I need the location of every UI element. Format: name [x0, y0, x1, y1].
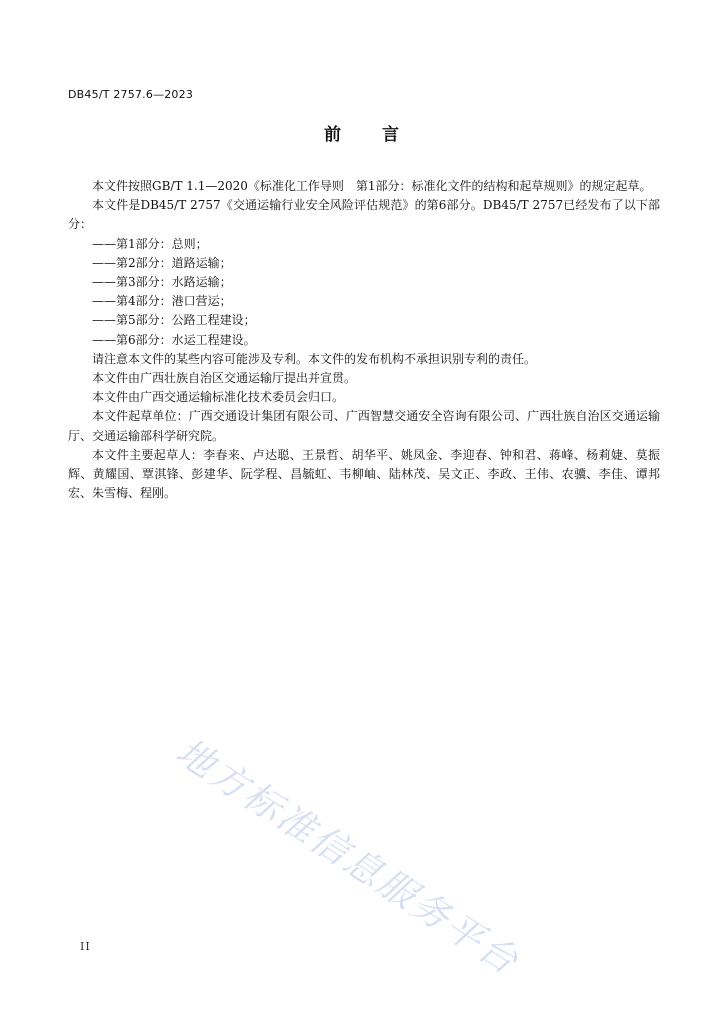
document-code: DB45/T 2757.6—2023 [68, 88, 194, 101]
page-number: II [80, 940, 91, 953]
paragraph-drafting-rules: 本文件按照GB/T 1.1—2020《标准化工作导则 第1部分：标准化文件的结构和起草规则》的规定起草。 [92, 179, 652, 193]
paragraph-centralized-by: 本文件由广西交通运输标准化技术委员会归口。 [92, 390, 345, 405]
page-title-part-1: 前 [324, 125, 342, 145]
paragraph-proposed-by: 本文件由广西壮族自治区交通运输厅提出并宣贯。 [92, 371, 357, 386]
list-item-part-2: ——第2部分：道路运输； [92, 255, 232, 270]
list-item-part-3: ——第3部分：水路运输； [92, 275, 232, 290]
list-item-part-6: ——第6部分：水运工程建设。 [92, 332, 256, 347]
list-item-part-1: ——第1部分：总则； [92, 236, 208, 251]
paragraph-series-intro: 本文件是DB45/T 2757《交通运输行业安全风险评估规范》的第6部分。DB45/T 2757已经发布了以下部分： [68, 198, 660, 232]
paragraph-drafters: 本文件主要起草人：李春来、卢达聪、王景哲、胡华平、姚凤金、李迎春、钟和君、蒋峰、杨莉婕、莫振辉、黄耀国、覃淇锋、彭建华、阮学程、昌毓虹、韦柳岫、陆林茂、吴文正、李政、王伟、农骥、李佳、谭邦宏、朱雪梅、程刚。 [68, 447, 660, 501]
page-title [0, 120, 724, 145]
list-item-part-5: ——第5部分：公路工程建设； [92, 313, 256, 328]
list-item-part-4: ——第4部分：港口营运； [92, 294, 232, 309]
foreword-body [68, 177, 660, 503]
watermark: 地方标准信息服务平台 [168, 729, 528, 984]
page-title-part-2: 言 [382, 125, 400, 145]
paragraph-patent-notice: 请注意本文件的某些内容可能涉及专利。本文件的发布机构不承担识别专利的责任。 [92, 351, 537, 366]
paragraph-drafting-units: 本文件起草单位：广西交通设计集团有限公司、广西智慧交通安全咨询有限公司、广西壮族自治区交通运输厅、交通运输部科学研究院。 [68, 409, 660, 443]
